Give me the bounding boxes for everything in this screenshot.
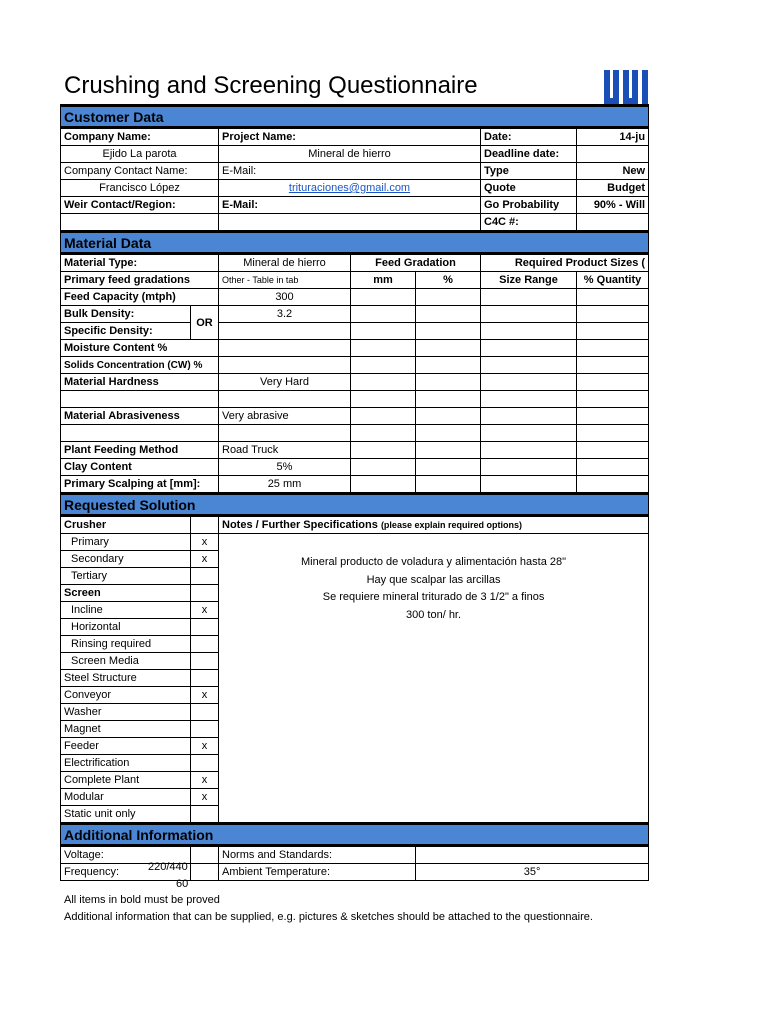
grid-cell[interactable] <box>481 306 577 323</box>
size-range-header: Size Range <box>481 272 577 289</box>
type-field[interactable]: New <box>577 163 649 180</box>
grid-cell[interactable] <box>481 442 577 459</box>
grid-cell[interactable] <box>577 374 649 391</box>
feed-capacity-field[interactable]: 300 <box>219 289 351 306</box>
notes-hint: (please explain required options) <box>380 520 522 530</box>
feed-gradation-header: Feed Gradation <box>351 254 481 272</box>
notes-line: 300 ton/ hr. <box>406 608 462 621</box>
voltage-spacer <box>191 846 219 864</box>
deadline-field[interactable] <box>577 146 649 163</box>
company-name-field[interactable]: Ejido La parota <box>61 146 219 163</box>
solution-checkbox[interactable]: x <box>191 551 219 568</box>
solution-checkbox[interactable]: x <box>191 534 219 551</box>
pct-header: % <box>416 272 481 289</box>
grid-cell[interactable] <box>416 408 481 425</box>
pct-quantity-header: % Quantity <box>577 272 649 289</box>
quote-field[interactable]: Budget <box>577 180 649 197</box>
primary-feed-select[interactable]: Other - Table in tab <box>219 272 351 289</box>
grid-cell[interactable] <box>219 391 351 408</box>
company-logo <box>604 70 648 104</box>
abrasiveness-label: Material Abrasiveness <box>61 408 219 425</box>
grid-cell[interactable] <box>351 459 416 476</box>
solids-field[interactable] <box>219 357 351 374</box>
spacer-cell <box>61 391 219 408</box>
solution-item-label: Secondary <box>61 551 191 568</box>
frequency-spacer <box>191 864 219 881</box>
grid-cell[interactable] <box>481 391 577 408</box>
footer-note-bold: All items in bold must be proved <box>64 894 220 906</box>
grid-cell[interactable] <box>481 289 577 306</box>
grid-cell[interactable] <box>577 459 649 476</box>
grid-cell[interactable] <box>351 425 416 442</box>
solution-checkbox[interactable]: x <box>191 789 219 806</box>
grid-cell[interactable] <box>416 442 481 459</box>
solution-item-label: Complete Plant <box>61 772 191 789</box>
grid-cell[interactable] <box>481 408 577 425</box>
solution-checkbox[interactable] <box>191 516 219 534</box>
go-probability-field[interactable]: 90% - Will <box>577 197 649 214</box>
grid-cell[interactable] <box>481 340 577 357</box>
notes-line: Hay que scalpar las arcillas <box>366 573 501 586</box>
weir-contact-field[interactable] <box>61 214 219 232</box>
section-requested-solution: Requested Solution <box>61 494 649 516</box>
solution-checkbox[interactable] <box>191 721 219 738</box>
section-customer-data: Customer Data <box>61 106 649 128</box>
grid-cell[interactable] <box>416 391 481 408</box>
solution-checkbox[interactable] <box>191 568 219 585</box>
mm-header: mm <box>351 272 416 289</box>
grid-cell[interactable] <box>416 425 481 442</box>
solution-checkbox[interactable] <box>191 619 219 636</box>
grid-cell[interactable] <box>481 357 577 374</box>
deadline-label: Deadline date: <box>481 146 577 163</box>
grid-cell[interactable] <box>416 374 481 391</box>
solution-checkbox[interactable] <box>191 670 219 687</box>
solution-item-label: Primary <box>61 534 191 551</box>
grid-cell[interactable] <box>416 340 481 357</box>
material-type-label: Material Type: <box>61 254 219 272</box>
grid-cell[interactable] <box>577 476 649 494</box>
solution-checkbox[interactable]: x <box>191 602 219 619</box>
grid-cell[interactable] <box>416 306 481 323</box>
grid-cell[interactable] <box>577 340 649 357</box>
clay-label: Clay Content <box>61 459 219 476</box>
c4c-field[interactable] <box>577 214 649 232</box>
solution-item-label: Magnet <box>61 721 191 738</box>
page-title: Crushing and Screening Questionnaire <box>64 72 478 99</box>
voltage-label: Voltage: <box>61 846 191 864</box>
feeding-method-select[interactable]: Road Truck <box>219 442 351 459</box>
hardness-select[interactable]: Very Hard <box>219 374 351 391</box>
grid-cell[interactable] <box>577 442 649 459</box>
date-field[interactable]: 14-ju <box>577 128 649 146</box>
primary-feed-label: Primary feed gradations <box>61 272 219 289</box>
date-label: Date: <box>481 128 577 146</box>
solution-item-label: Incline <box>61 602 191 619</box>
quote-label: Quote <box>481 180 577 197</box>
material-type-field[interactable]: Mineral de hierro <box>219 254 351 272</box>
feed-capacity-label: Feed Capacity (mtph) <box>61 289 219 306</box>
moisture-label: Moisture Content % <box>61 340 219 357</box>
solution-checkbox[interactable]: x <box>191 772 219 789</box>
solution-item-label: Screen <box>61 585 191 602</box>
notes-label: Notes / Further Specifications <box>222 519 378 531</box>
spacer-cell <box>61 425 219 442</box>
grid-cell[interactable] <box>351 289 416 306</box>
grid-cell[interactable] <box>577 425 649 442</box>
weir-email-label: E-Mail: <box>219 197 481 214</box>
notes-textarea[interactable] <box>219 534 649 824</box>
ambient-field[interactable]: 35° <box>416 864 649 881</box>
grid-cell[interactable] <box>416 323 481 340</box>
notes-header <box>219 516 649 534</box>
grid-cell[interactable] <box>416 289 481 306</box>
solution-item-label: Feeder <box>61 738 191 755</box>
grid-cell[interactable] <box>577 323 649 340</box>
go-probability-label: Go Probability <box>481 197 577 214</box>
grid-cell[interactable] <box>351 408 416 425</box>
weir-contact-label: Weir Contact/Region: <box>61 197 219 214</box>
feeding-method-label: Plant Feeding Method <box>61 442 219 459</box>
solution-item-label: Rinsing required <box>61 636 191 653</box>
scalping-label: Primary Scalping at [mm]: <box>61 476 219 494</box>
solution-item-label: Crusher <box>61 516 191 534</box>
grid-cell[interactable] <box>577 289 649 306</box>
solution-checkbox[interactable] <box>191 806 219 824</box>
section-additional-information: Additional Information <box>61 824 649 846</box>
grid-cell[interactable] <box>351 306 416 323</box>
grid-cell[interactable] <box>351 323 416 340</box>
solution-checkbox[interactable] <box>191 755 219 772</box>
grid-cell[interactable] <box>577 408 649 425</box>
grid-cell[interactable] <box>416 459 481 476</box>
specific-density-label: Specific Density: <box>61 323 191 340</box>
email-link[interactable]: trituraciones@gmail.com <box>288 182 411 194</box>
questionnaire-table <box>60 104 649 881</box>
grid-cell[interactable] <box>577 391 649 408</box>
type-label: Type <box>481 163 577 180</box>
frequency-label: Frequency: <box>61 864 191 881</box>
solution-checkbox[interactable]: x <box>191 687 219 704</box>
grid-cell[interactable] <box>351 442 416 459</box>
grid-cell[interactable] <box>481 425 577 442</box>
grid-cell[interactable] <box>577 357 649 374</box>
solution-checkbox[interactable]: x <box>191 738 219 755</box>
norms-field[interactable] <box>416 846 649 864</box>
frequency-field[interactable]: 60 <box>176 878 189 890</box>
company-name-label: Company Name: <box>61 128 219 146</box>
grid-cell[interactable] <box>219 425 351 442</box>
bulk-density-label: Bulk Density: <box>61 306 191 323</box>
grid-cell[interactable] <box>351 340 416 357</box>
solution-checkbox[interactable] <box>191 653 219 670</box>
grid-cell[interactable] <box>481 323 577 340</box>
scalping-field[interactable]: 25 mm <box>219 476 351 494</box>
clay-field[interactable]: 5% <box>219 459 351 476</box>
grid-cell[interactable] <box>416 476 481 494</box>
solution-checkbox[interactable] <box>191 704 219 721</box>
solution-item-label: Screen Media <box>61 653 191 670</box>
voltage-field[interactable]: 220/440 <box>148 861 188 873</box>
footer-note-attachments: Additional information that can be supplied, e.g. pictures & sketches should be attached to the questionnaire. <box>64 911 593 923</box>
solids-label: Solids Concentration (CW) % <box>61 357 219 374</box>
ambient-label: Ambient Temperature: <box>219 864 416 881</box>
project-name-field[interactable]: Mineral de hierro <box>219 146 481 163</box>
project-name-label: Project Name: <box>219 128 481 146</box>
solution-item-label: Electrification <box>61 755 191 772</box>
questionnaire-sheet <box>60 104 648 881</box>
solution-checkbox[interactable] <box>191 585 219 602</box>
grid-cell[interactable] <box>416 357 481 374</box>
grid-cell[interactable] <box>351 476 416 494</box>
solution-item-label: Static unit only <box>61 806 191 824</box>
grid-cell[interactable] <box>351 357 416 374</box>
notes-line: Se requiere mineral triturado de 3 1/2" a finos <box>322 591 545 603</box>
solution-item-label: Conveyor <box>61 687 191 704</box>
grid-cell[interactable] <box>481 374 577 391</box>
solution-item-label: Modular <box>61 789 191 806</box>
solution-checkbox[interactable] <box>191 636 219 653</box>
norms-label: Norms and Standards: <box>219 846 416 864</box>
solution-item-label: Tertiary <box>61 568 191 585</box>
required-sizes-header: Required Product Sizes ( <box>481 254 649 272</box>
grid-cell[interactable] <box>577 306 649 323</box>
grid-cell[interactable] <box>351 374 416 391</box>
email-label: E-Mail: <box>219 163 481 180</box>
or-label: OR <box>191 306 219 340</box>
weir-email-field[interactable] <box>219 214 481 232</box>
bulk-density-field[interactable]: 3.2 <box>219 306 351 323</box>
solution-item-label: Steel Structure <box>61 670 191 687</box>
grid-cell[interactable] <box>481 459 577 476</box>
abrasiveness-select[interactable]: Very abrasive <box>219 408 351 425</box>
notes-line: Mineral producto de voladura y alimentación hasta 28" <box>301 556 567 568</box>
c4c-label: C4C #: <box>481 214 577 232</box>
contact-name-field[interactable]: Francisco López <box>61 180 219 197</box>
solution-item-label: Washer <box>61 704 191 721</box>
grid-cell[interactable] <box>481 476 577 494</box>
specific-density-field[interactable] <box>219 323 351 340</box>
hardness-label: Material Hardness <box>61 374 219 391</box>
moisture-field[interactable] <box>219 340 351 357</box>
solution-item-label: Horizontal <box>61 619 191 636</box>
grid-cell[interactable] <box>351 391 416 408</box>
section-material-data: Material Data <box>61 232 649 254</box>
contact-name-label: Company Contact Name: <box>61 163 219 180</box>
